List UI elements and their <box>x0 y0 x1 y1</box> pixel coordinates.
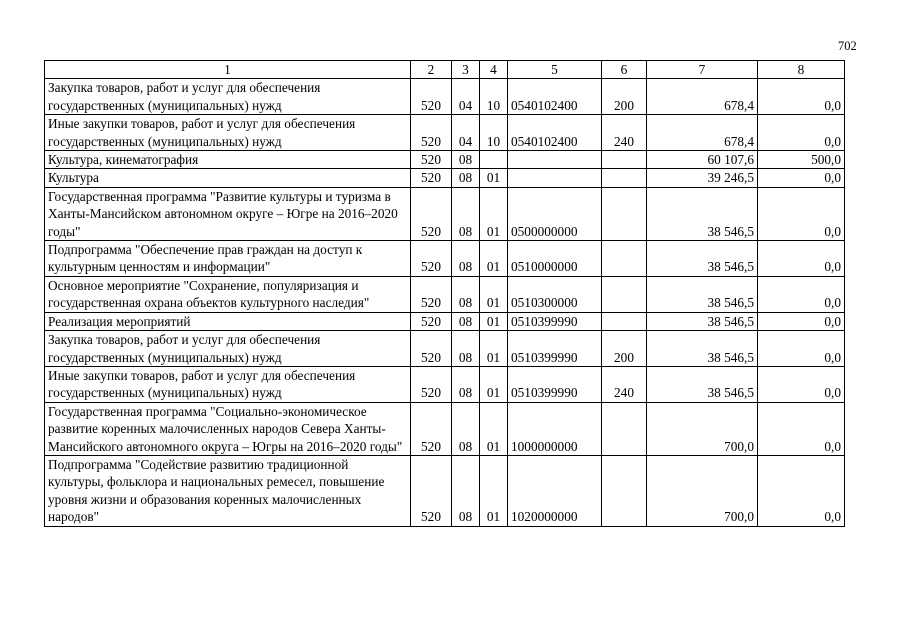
code-target-article-cell: 1000000000 <box>508 402 602 455</box>
amount-cell: 38 546,5 <box>647 187 758 240</box>
code-section-cell: 08 <box>452 169 480 187</box>
amount-cell: 38 546,5 <box>647 366 758 402</box>
code-gr-cell: 520 <box>411 151 452 169</box>
code-target-article-cell: 0500000000 <box>508 187 602 240</box>
code-target-article-cell: 0510399990 <box>508 366 602 402</box>
code-section-cell: 04 <box>452 79 480 115</box>
amount-secondary-cell: 0,0 <box>758 79 845 115</box>
budget-table <box>44 60 845 527</box>
table-row <box>45 331 845 367</box>
amount-secondary-cell: 0,0 <box>758 455 845 526</box>
code-target-article-cell: 0510399990 <box>508 312 602 330</box>
code-subsection-cell: 01 <box>480 366 508 402</box>
code-target-article-cell: 0510399990 <box>508 331 602 367</box>
amount-secondary-cell: 0,0 <box>758 312 845 330</box>
code-gr-cell: 520 <box>411 187 452 240</box>
amount-cell: 38 546,5 <box>647 331 758 367</box>
page-number: 702 <box>838 39 857 53</box>
code-expense-type-cell: 240 <box>602 115 647 151</box>
table-row <box>45 276 845 312</box>
amount-cell: 38 546,5 <box>647 312 758 330</box>
code-section-cell: 08 <box>452 276 480 312</box>
amount-cell: 700,0 <box>647 455 758 526</box>
code-target-article-cell: 0540102400 <box>508 79 602 115</box>
code-subsection-cell: 01 <box>480 241 508 277</box>
code-gr-cell: 520 <box>411 402 452 455</box>
table-body <box>45 61 845 527</box>
amount-cell: 39 246,5 <box>647 169 758 187</box>
table-row <box>45 402 845 455</box>
code-expense-type-cell <box>602 402 647 455</box>
code-target-article-cell: 0540102400 <box>508 115 602 151</box>
code-subsection-cell: 01 <box>480 331 508 367</box>
table-row <box>45 115 845 151</box>
table-row <box>45 455 845 526</box>
column-header: 4 <box>480 61 508 79</box>
code-section-cell: 08 <box>452 455 480 526</box>
code-gr-cell: 520 <box>411 331 452 367</box>
amount-cell: 60 107,6 <box>647 151 758 169</box>
row-name-cell: Культура, кинематография <box>45 151 411 169</box>
amount-secondary-cell: 0,0 <box>758 402 845 455</box>
column-header: 5 <box>508 61 602 79</box>
column-header: 8 <box>758 61 845 79</box>
row-name-cell: Подпрограмма "Обеспечение прав граждан на доступ к культурным ценностям и информации" <box>45 241 411 277</box>
code-target-article-cell: 0510300000 <box>508 276 602 312</box>
column-header: 3 <box>452 61 480 79</box>
row-name-cell: Реализация мероприятий <box>45 312 411 330</box>
code-section-cell: 08 <box>452 187 480 240</box>
column-header: 1 <box>45 61 411 79</box>
column-header: 6 <box>602 61 647 79</box>
row-name-cell: Закупка товаров, работ и услуг для обеспечения государственных (муниципальных) нужд <box>45 331 411 367</box>
amount-secondary-cell: 500,0 <box>758 151 845 169</box>
code-expense-type-cell <box>602 455 647 526</box>
amount-secondary-cell: 0,0 <box>758 276 845 312</box>
code-gr-cell: 520 <box>411 115 452 151</box>
table-row <box>45 187 845 240</box>
code-expense-type-cell <box>602 276 647 312</box>
code-expense-type-cell <box>602 312 647 330</box>
code-subsection-cell: 10 <box>480 115 508 151</box>
row-name-cell: Закупка товаров, работ и услуг для обеспечения государственных (муниципальных) нужд <box>45 79 411 115</box>
code-section-cell: 08 <box>452 312 480 330</box>
code-subsection-cell: 01 <box>480 402 508 455</box>
code-gr-cell: 520 <box>411 366 452 402</box>
code-target-article-cell: 1020000000 <box>508 455 602 526</box>
amount-secondary-cell: 0,0 <box>758 115 845 151</box>
code-gr-cell: 520 <box>411 312 452 330</box>
amount-cell: 678,4 <box>647 115 758 151</box>
code-gr-cell: 520 <box>411 241 452 277</box>
amount-cell: 678,4 <box>647 79 758 115</box>
row-name-cell: Основное мероприятие "Сохранение, популяризация и государственная охрана объектов культурного наследия" <box>45 276 411 312</box>
code-section-cell: 08 <box>452 331 480 367</box>
amount-secondary-cell: 0,0 <box>758 169 845 187</box>
code-target-article-cell <box>508 151 602 169</box>
code-target-article-cell <box>508 169 602 187</box>
code-expense-type-cell <box>602 241 647 277</box>
table-row <box>45 169 845 187</box>
code-subsection-cell <box>480 151 508 169</box>
code-subsection-cell: 01 <box>480 169 508 187</box>
row-name-cell: Иные закупки товаров, работ и услуг для обеспечения государственных (муниципальных) нужд <box>45 115 411 151</box>
code-expense-type-cell: 200 <box>602 331 647 367</box>
code-subsection-cell: 10 <box>480 79 508 115</box>
amount-secondary-cell: 0,0 <box>758 241 845 277</box>
code-subsection-cell: 01 <box>480 312 508 330</box>
row-name-cell: Культура <box>45 169 411 187</box>
code-expense-type-cell: 200 <box>602 79 647 115</box>
code-subsection-cell: 01 <box>480 455 508 526</box>
amount-secondary-cell: 0,0 <box>758 331 845 367</box>
code-target-article-cell: 0510000000 <box>508 241 602 277</box>
code-section-cell: 04 <box>452 115 480 151</box>
row-name-cell: Подпрограмма "Содействие развитию традиционной культуры, фольклора и национальных ремесел, повышение уровня жизни и образования коренных малочисленных народов" <box>45 455 411 526</box>
code-section-cell: 08 <box>452 366 480 402</box>
code-expense-type-cell <box>602 169 647 187</box>
code-gr-cell: 520 <box>411 79 452 115</box>
amount-secondary-cell: 0,0 <box>758 187 845 240</box>
table-row <box>45 79 845 115</box>
code-expense-type-cell <box>602 187 647 240</box>
column-header: 7 <box>647 61 758 79</box>
code-section-cell: 08 <box>452 402 480 455</box>
code-subsection-cell: 01 <box>480 276 508 312</box>
amount-cell: 38 546,5 <box>647 241 758 277</box>
row-name-cell: Иные закупки товаров, работ и услуг для обеспечения государственных (муниципальных) нужд <box>45 366 411 402</box>
column-header: 2 <box>411 61 452 79</box>
amount-cell: 700,0 <box>647 402 758 455</box>
table-header-row <box>45 61 845 79</box>
amount-secondary-cell: 0,0 <box>758 366 845 402</box>
table-row <box>45 151 845 169</box>
amount-cell: 38 546,5 <box>647 276 758 312</box>
row-name-cell: Государственная программа "Развитие культуры и туризма в Ханты-Мансийском автономном округе – Югре на 2016–2020 годы" <box>45 187 411 240</box>
code-section-cell: 08 <box>452 241 480 277</box>
code-section-cell: 08 <box>452 151 480 169</box>
code-gr-cell: 520 <box>411 276 452 312</box>
table-row <box>45 312 845 330</box>
table-row <box>45 241 845 277</box>
code-gr-cell: 520 <box>411 455 452 526</box>
table-row <box>45 366 845 402</box>
code-gr-cell: 520 <box>411 169 452 187</box>
code-expense-type-cell <box>602 151 647 169</box>
row-name-cell: Государственная программа "Социально-экономическое развитие коренных малочисленных народов Севера Ханты-Мансийского автономного округа – Югры на 2016–2020 годы" <box>45 402 411 455</box>
code-expense-type-cell: 240 <box>602 366 647 402</box>
code-subsection-cell: 01 <box>480 187 508 240</box>
